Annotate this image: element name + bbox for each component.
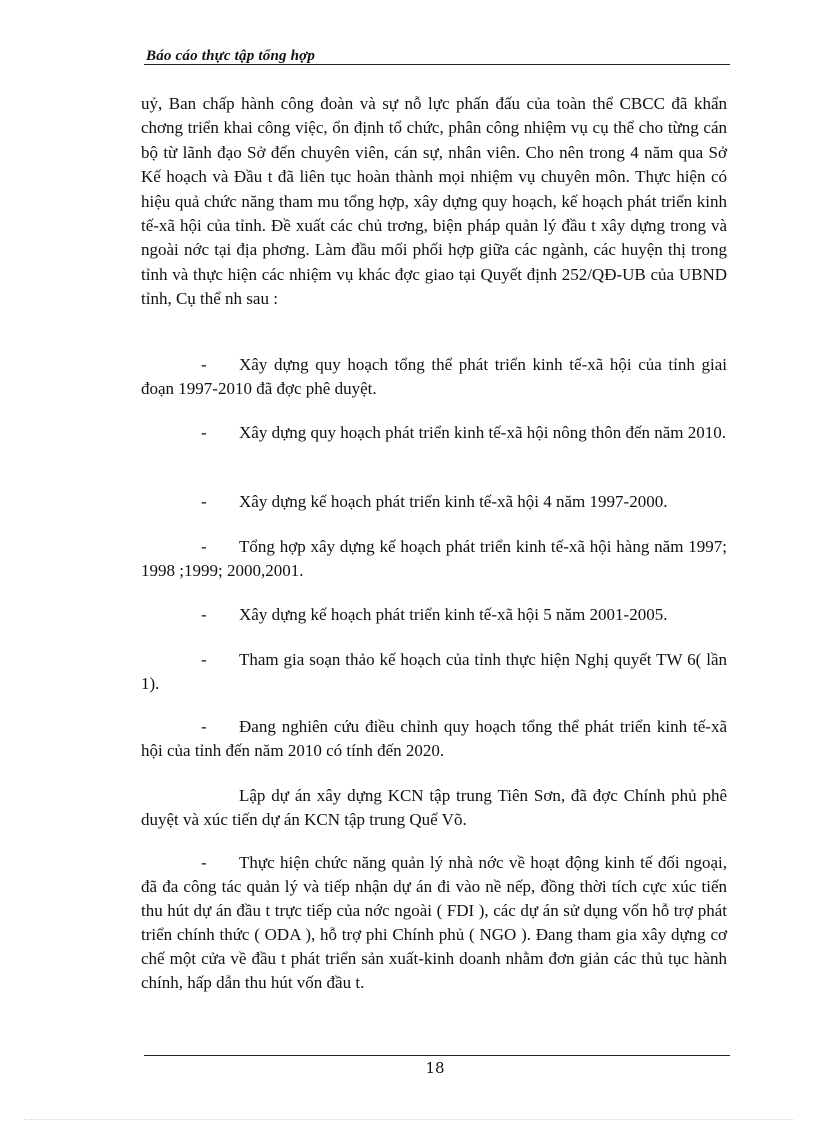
list-item-text: Xây dựng quy hoạch phát triển kinh tế-xã hội nông thôn đến năm 2010. — [239, 423, 727, 442]
list-item — [141, 353, 727, 401]
page-bottom-border — [24, 1119, 794, 1120]
list-item-text: Xây dựng kế hoạch phát triển kinh tế-xã hội 4 năm 1997-2000. — [239, 492, 668, 511]
document-title: Báo cáo thực tập tổng hợp — [146, 48, 316, 64]
list-item-text: Đang nghiên cứu điều chỉnh quy hoạch tổng thể phát triển kinh tế-xã hội của tỉnh đến năm 2010 có tính đến 2020. — [141, 717, 727, 760]
list-item — [141, 535, 727, 583]
list-item — [141, 603, 727, 627]
bullet-dash: - — [201, 423, 207, 442]
bullet-dash: - — [201, 355, 207, 374]
list-item-text: Tổng hợp xây dựng kế hoạch phát triển kinh tế-xã hội hàng năm 1997; 1998 ;1999; 2000,2001. — [141, 537, 727, 580]
list-item — [141, 784, 727, 832]
bullet-dash: - — [201, 853, 207, 872]
list-item — [141, 851, 727, 995]
bullet-dash: - — [201, 492, 207, 511]
bullet-dash: - — [201, 717, 207, 736]
header-divider — [144, 64, 730, 65]
list-item — [141, 421, 727, 445]
list-item-text: Tham gia soạn thảo kế hoạch của tỉnh thực hiện Nghị quyết TW 6( lần 1). — [141, 650, 727, 693]
list-item — [141, 715, 727, 763]
list-item — [141, 490, 727, 514]
footer-divider — [144, 1055, 730, 1056]
bullet-dash: - — [201, 537, 207, 556]
list-item-text: Xây dựng quy hoạch tổng thể phát triển kinh tế-xã hội của tỉnh giai đoạn 1997-2010 đã đợc phê duyệt. — [141, 355, 727, 398]
bullet-dash: - — [201, 650, 207, 669]
list-item — [141, 648, 727, 696]
page-number: 18 — [425, 1059, 445, 1077]
list-item-text: Xây dựng kế hoạch phát triển kinh tế-xã hội 5 năm 2001-2005. — [239, 605, 668, 624]
list-item-text: Thực hiện chức năng quản lý nhà nớc về hoạt động kinh tế đối ngoại, đã đa công tác quản lý và tiếp nhận dự án đi vào nề nếp, đồng thời tích cực xúc tiến thu hút dự án đầu t trực tiếp của nớc ngoài ( FDI ), các dự án sử dụng vốn hỗ trợ phát triển chính thức ( ODA ), hỗ trợ phi Chính phủ ( NGO ). Đang tham gia xây dựng cơ chế một cửa về đầu t phát triển sản xuất-kinh doanh nhằm đơn giản các thủ tục hành chính, hấp dẫn thu hút vốn đầu t. — [141, 853, 727, 992]
list-item-text: Lập dự án xây dựng KCN tập trung Tiên Sơn, đã đợc Chính phủ phê duyệt và xúc tiến dự án KCN tập trung Quế Võ. — [141, 786, 727, 829]
bullet-dash: - — [201, 605, 207, 624]
intro-paragraph: uỷ, Ban chấp hành công đoàn và sự nỗ lực phấn đấu của toàn thể CBCC đã khẩn chơng triển khai công việc, ổn định tổ chức, phân công nhiệm vụ cụ thể cho từng cán bộ từ lãnh đạo Sở đến chuyên viên, cán sự, nhân viên. Cho nên trong 4 năm qua Sở Kế hoạch và Đầu t đã liên tục hoàn thành mọi nhiệm vụ chuyên môn. Thực hiện có hiệu quả chức năng tham mu tổng hợp, xây dựng quy hoạch, kế hoạch phát triển kinh tế-xã hội của tỉnh. Đề xuất các chủ trơng, biện pháp quản lý đầu t xây dựng trong và ngoài nớc tại địa phơng. Làm đầu mối phối hợp giữa các ngành, các huyện thị trong tỉnh và thực hiện các nhiệm vụ khác đợc giao tại Quyết định 252/QĐ-UB của UBND tỉnh, Cụ thể nh sau : — [141, 94, 727, 309]
